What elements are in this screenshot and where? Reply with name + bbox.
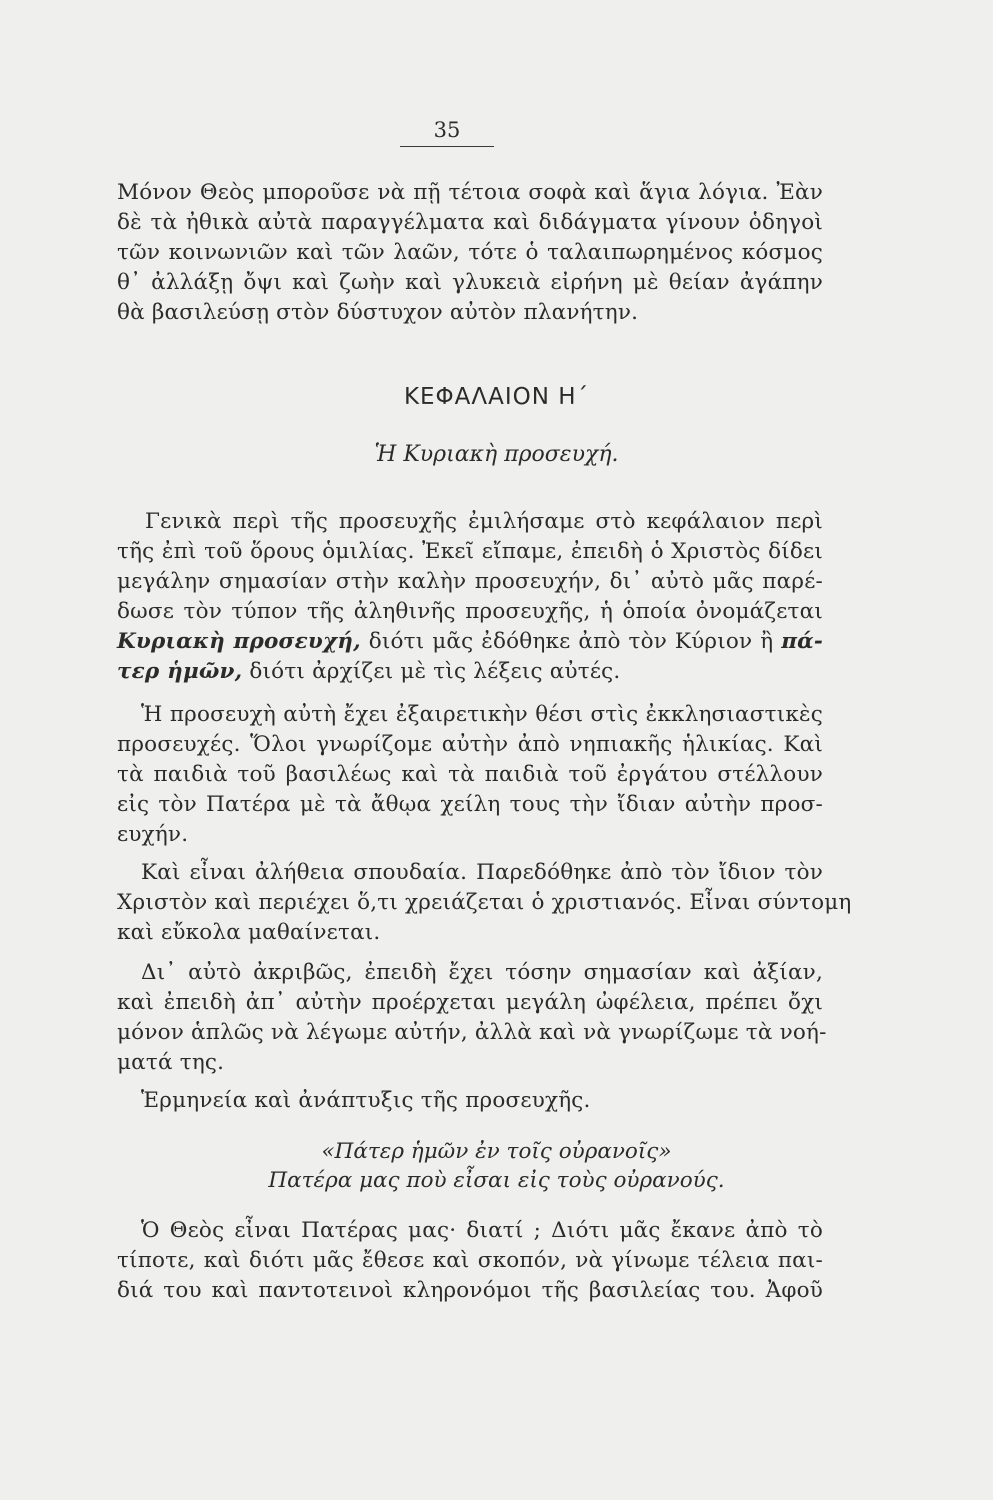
text-line: θὰ βασιλεύσῃ στὸν δύστυχον αὐτὸν πλανήτην.	[117, 300, 639, 325]
text-line: Μόνον Θεὸς μποροῦσε νὰ πῇ τέτοια σοφὰ καὶ ἅγια λόγια. Ἐὰν	[117, 180, 823, 205]
text-line: τῆς ἐπὶ τοῦ ὅρους ὁμιλίας. Ἐκεῖ εἴπαμε, ἐπειδὴ ὁ Χριστὸς δίδει	[117, 539, 823, 564]
text-line: Δι᾿ αὐτὸ ἀκριβῶς, ἐπειδὴ ἔχει τόσην σημασίαν καὶ ἀξίαν,	[141, 960, 823, 985]
final-paragraph	[117, 1216, 823, 1306]
chapter-paragraph-4	[117, 958, 827, 1078]
intro-paragraph	[117, 178, 823, 328]
text-line: δὲ τὰ ἠθικὰ αὐτὰ παραγγέλματα καὶ διδάγματα γίνουν ὁδηγοὶ	[117, 210, 823, 235]
text-line	[117, 657, 823, 687]
text-fragment: διότι μᾶς ἐδόθηκε ἀπὸ τὸν Κύριον ἢ	[360, 629, 782, 654]
text-line: δωσε τὸν τύπον τῆς ἀληθινῆς προσευχῆς, ἡ ὁποία ὀνομάζεται	[117, 599, 823, 624]
page-number: 35	[400, 118, 494, 147]
text-line: Γενικὰ περὶ τῆς προσευχῆς ἐμιλήσαμε στὸ κεφάλαιον περὶ	[145, 509, 823, 534]
text-line: θ᾿ ἀλλάξῃ ὄψι καὶ ζωὴν καὶ γλυκειὰ εἰρήνη μὲ θείαν ἀγάπην	[117, 270, 823, 295]
text-line: ματά της.	[117, 1050, 225, 1075]
text-line: Καὶ εἶναι ἀλήθεια σπουδαία. Παρεδόθηκε ἀπὸ τὸν ἴδιον τὸν	[141, 860, 823, 885]
chapter-paragraph-2	[117, 700, 823, 850]
text-line: τίποτε, καὶ διότι μᾶς ἔθεσε καὶ σκοπόν, νὰ γίνωμε τέλεια παι-	[117, 1248, 823, 1273]
emphasis-term: πά-	[781, 629, 823, 654]
emphasis-term: τερ ἡμῶν,	[117, 659, 243, 684]
text-line: τῶν κοινωνιῶν καὶ τῶν λαῶν, τότε ὁ ταλαιπωρημένος κόσμος	[117, 240, 823, 265]
chapter-paragraph-3	[117, 858, 852, 948]
text-line: μόνον ἁπλῶς νὰ λέγωμε αὐτήν, ἀλλὰ καὶ νὰ γνωρίζωμε τὰ νοή-	[117, 1020, 827, 1045]
text-line: προσευχές. Ὅλοι γνωρίζομε αὐτὴν ἀπὸ νηπιακῆς ἡλικίας. Καὶ	[117, 732, 823, 757]
text-line: Ἡ προσευχὴ αὐτὴ ἔχει ἐξαιρετικὴν θέσι στὶς ἐκκλησιαστικὲς	[141, 702, 823, 727]
verse-original: «Πάτερ ἡμῶν ἐν τοῖς οὐρανοῖς»	[321, 1139, 672, 1164]
chapter-heading: ΚΕΦΑΛΑΙΟΝ Η΄	[403, 384, 590, 410]
text-line: διά του καὶ παντοτεινοὶ κληρονόμοι τῆς βασιλείας του. Ἀφοῦ	[117, 1278, 823, 1303]
text-line: Ὁ Θεὸς εἶναι Πατέρας μας· διατί ; Διότι μᾶς ἔκανε ἀπὸ τὸ	[141, 1218, 823, 1243]
chapter-paragraph-1	[117, 507, 823, 687]
text-line: Χριστὸν καὶ περιέχει ὅ,τι χρειάζεται ὁ χριστιανός. Εἶναι σύντομη	[117, 890, 852, 915]
interpretation-heading-block	[117, 1086, 823, 1116]
text-fragment: διότι ἀρχίζει μὲ τὶς λέξεις αὐτές.	[242, 659, 621, 684]
text-line: μεγάλην σημασίαν στὴν καλὴν προσευχήν, δι᾿ αὐτὸ μᾶς παρέ-	[117, 569, 823, 594]
emphasis-term: Κυριακὴ προσευχή,	[117, 629, 361, 654]
chapter-subtitle: Ἡ Κυριακὴ προσευχή.	[374, 442, 619, 467]
text-line: εἰς τὸν Πατέρα μὲ τὰ ἄθῳα χείλη τους τὴν ἴδιαν αὐτὴν προσ-	[117, 792, 823, 817]
text-line: καὶ ἐπειδὴ ἀπ᾿ αὐτὴν προέρχεται μεγάλη ὠφέλεια, πρέπει ὄχι	[117, 990, 823, 1015]
text-line: τὰ παιδιὰ τοῦ βασιλέως καὶ τὰ παιδιὰ τοῦ ἐργάτου στέλλουν	[117, 762, 823, 787]
text-line: ευχήν.	[117, 822, 189, 847]
interpretation-heading: Ἑρμηνεία καὶ ἀνάπτυξις τῆς προσευχῆς.	[141, 1088, 591, 1113]
text-line: καὶ εὔκολα μαθαίνεται.	[117, 920, 381, 945]
verse-translation: Πατέρα μας ποὺ εἶσαι εἰς τοὺς οὐρανούς.	[268, 1168, 725, 1193]
text-line	[117, 627, 823, 657]
